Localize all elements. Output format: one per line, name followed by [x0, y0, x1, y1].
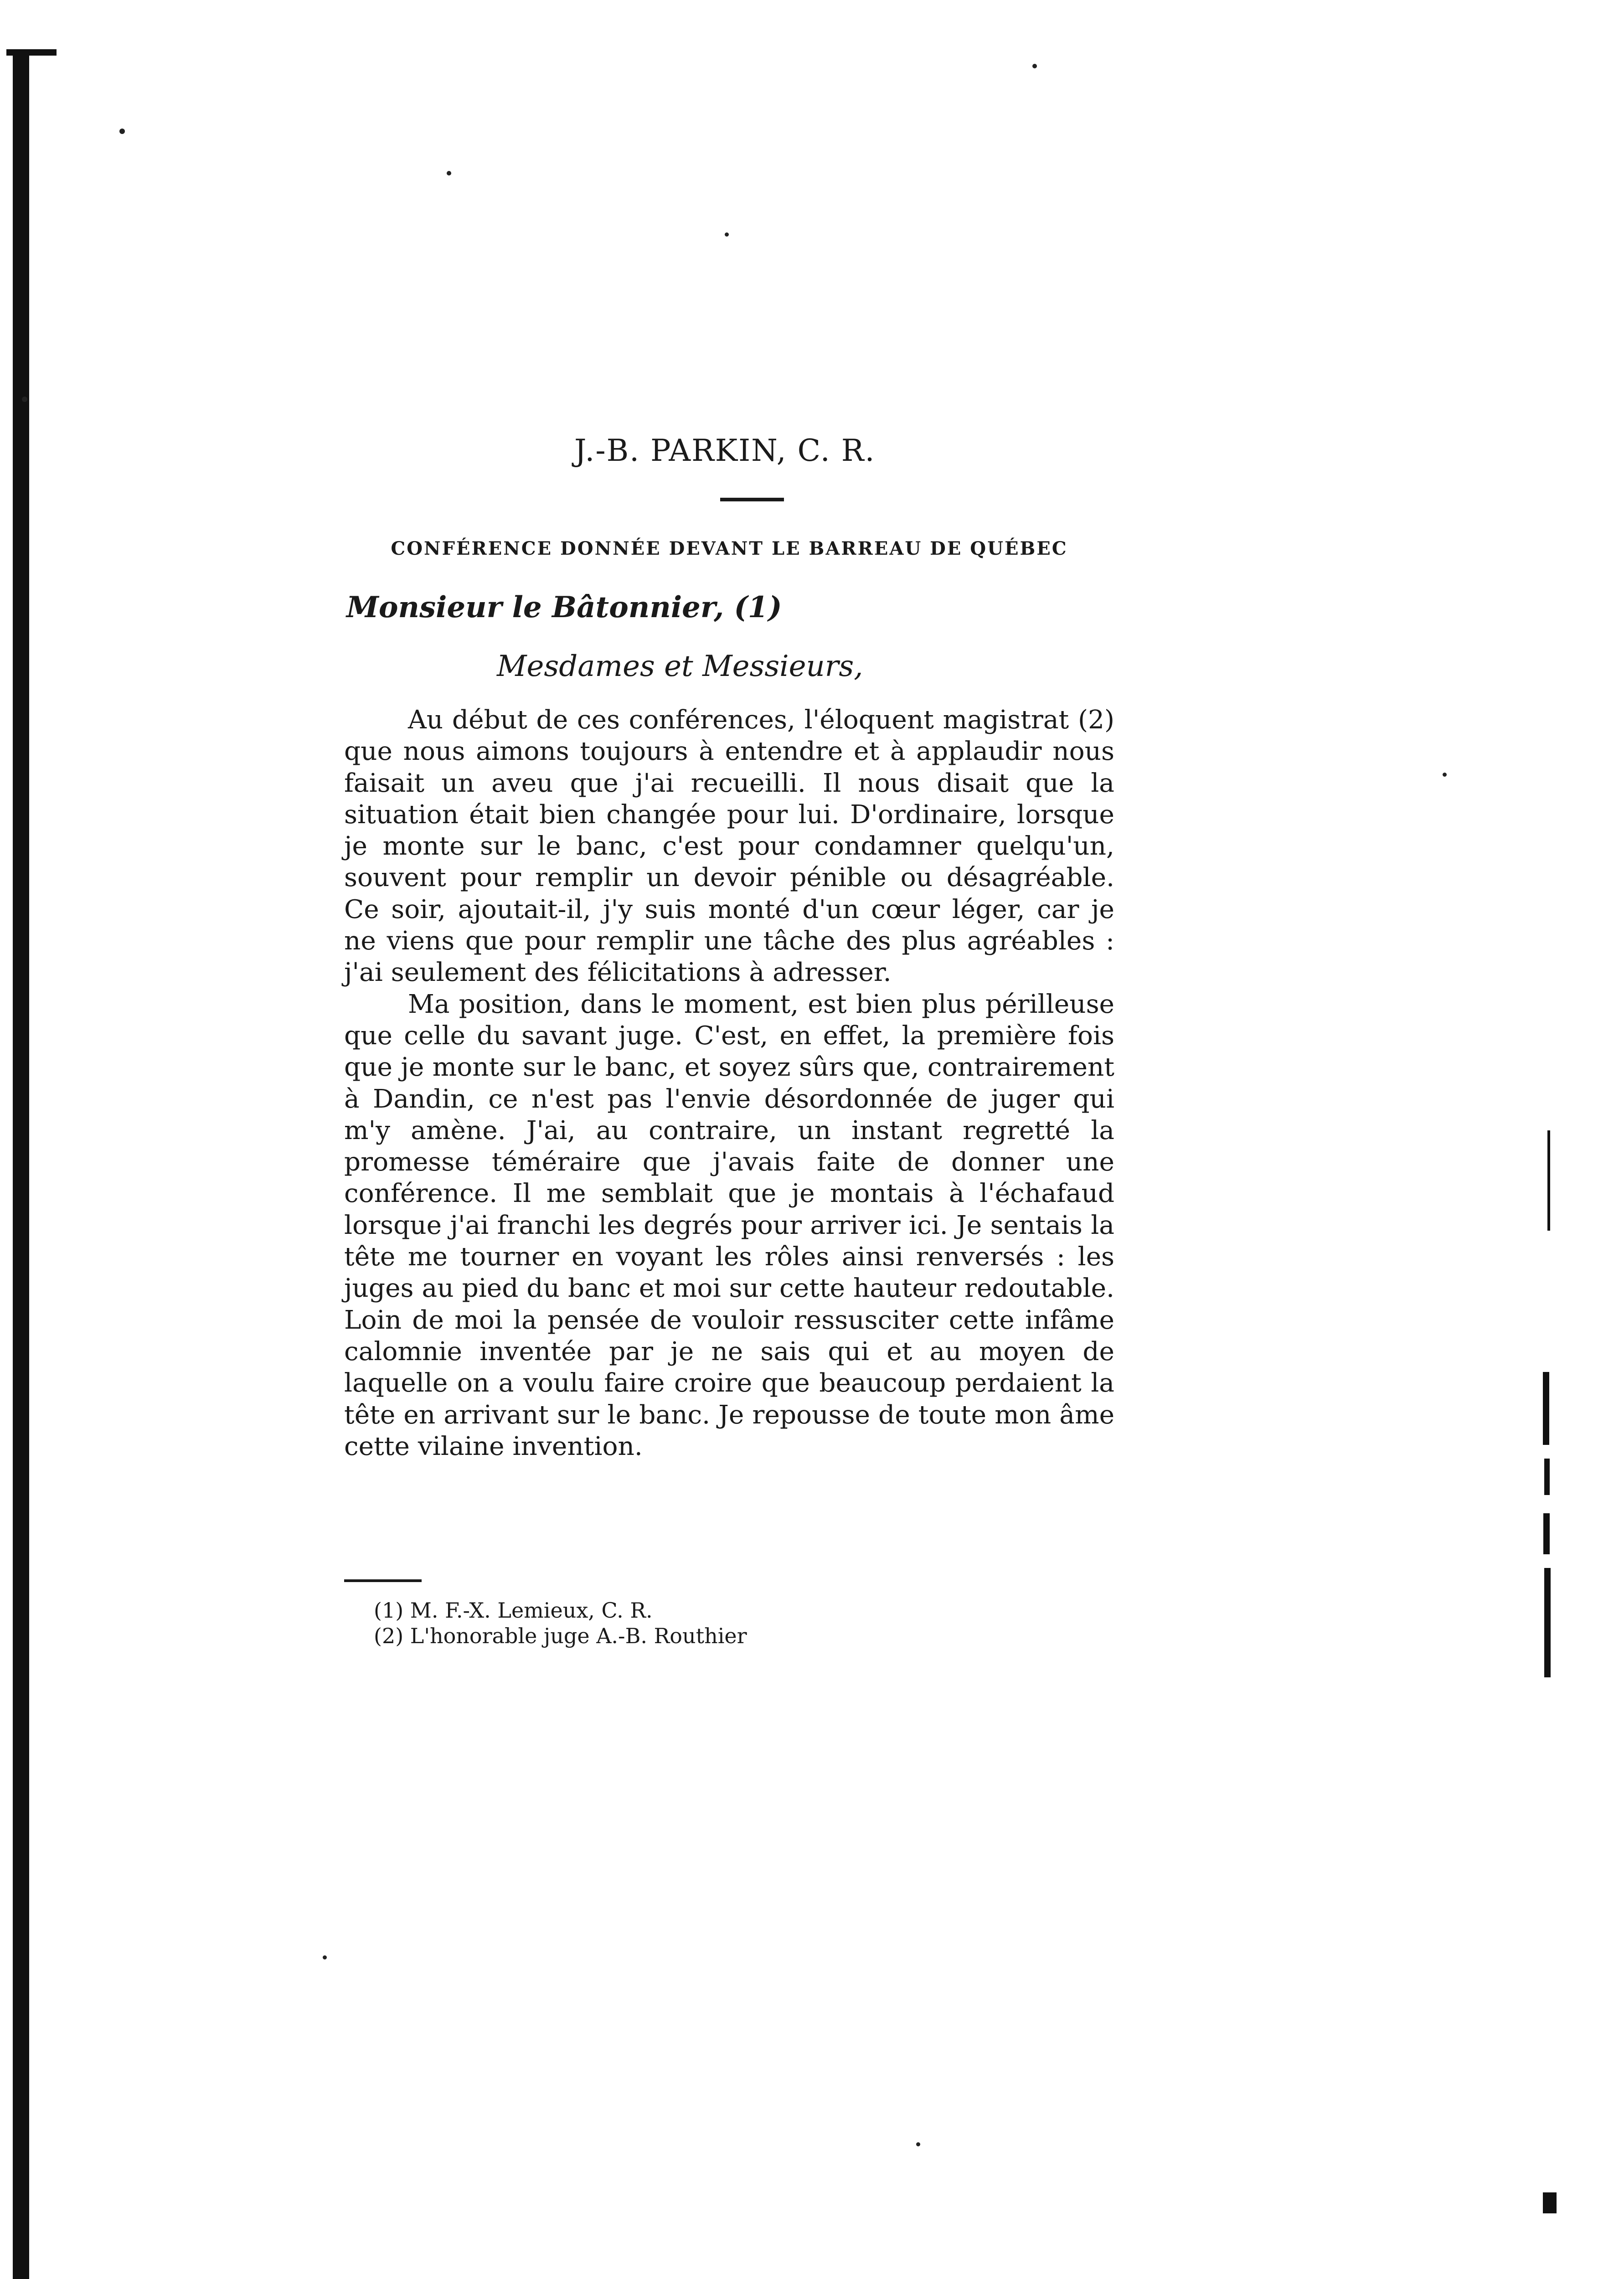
body-text	[344, 704, 1114, 1462]
scan-speck	[323, 1955, 327, 1959]
paragraph: Au début de ces conférences, l'éloquent magistrat (2) que nous aimons toujours à entendre et à applaudir nous faisait un aveu que j'ai recueilli. Il nous disait que la situation était bien changée pour lui. D'ordinaire, lorsque je monte sur le banc, c'est pour condamner quelqu'un, souvent pour remplir un devoir pénible ou désagréable. Ce soir, ajoutait-il, j'y suis monté d'un cœur léger, car je ne viens que pour remplir une tâche des plus agréables : j'ai seulement des félicitations à adresser.	[344, 705, 1114, 988]
scan-mark	[1547, 1130, 1550, 1231]
salutation-batonnier: Monsieur le Bâtonnier, (1)	[346, 590, 782, 624]
salutation-audience: Mesdames et Messieurs,	[497, 650, 863, 683]
scan-speck	[1032, 64, 1037, 68]
paragraph: Ma position, dans le moment, est bien plus périlleuse que celle du savant juge. C'est, en effet, la première fois que je monte sur le banc, et soyez sûrs que, contrairement à Dandin, ce n'est pas l'envie désordonnée de juger qui m'y amène. J'ai, au contraire, un instant regretté la promesse téméraire que j'avais faite de donner une conférence. Il me semblait que je montais à l'échafaud lorsque j'ai franchi les degrés pour arriver ici. Je sentais la tête me tourner en voyant les rôles ainsi renversés : les juges au pied du banc et moi sur cette hauteur redoutable. Loin de moi la pensée de vouloir ressusciter cette infâme calomnie inventée par je ne sais qui et au moyen de laquelle on a voulu faire croire que beaucoup perdaient la tête en arrivant sur le banc. Je repousse de toute mon âme cette vilaine invention.	[344, 989, 1114, 1461]
scan-mark	[1543, 2192, 1557, 2213]
footnote: (1) M. F.-X. Lemieux, C. R.	[374, 1598, 653, 1623]
scan-mark	[1544, 1568, 1551, 1677]
scan-speck	[447, 171, 451, 175]
scan-mark	[1544, 1459, 1550, 1495]
scan-speck	[1443, 773, 1447, 777]
scan-mark	[1543, 1372, 1549, 1445]
scan-speck	[916, 2142, 920, 2146]
author-heading: J.-B. PARKIN, C. R.	[574, 433, 876, 468]
footnote-rule	[344, 1579, 422, 1582]
scan-speck	[119, 129, 125, 134]
scan-speck	[22, 397, 27, 402]
footnote: (2) L'honorable juge A.-B. Routhier	[374, 1624, 747, 1648]
scan-speck	[725, 232, 729, 237]
scan-mark	[1543, 1513, 1550, 1554]
conference-subtitle: CONFÉRENCE DONNÉE DEVANT LE BARREAU DE QUÉBEC	[391, 538, 1068, 559]
heading-rule	[720, 498, 784, 501]
binding-edge	[13, 52, 29, 2279]
footnotes	[374, 1598, 747, 1649]
